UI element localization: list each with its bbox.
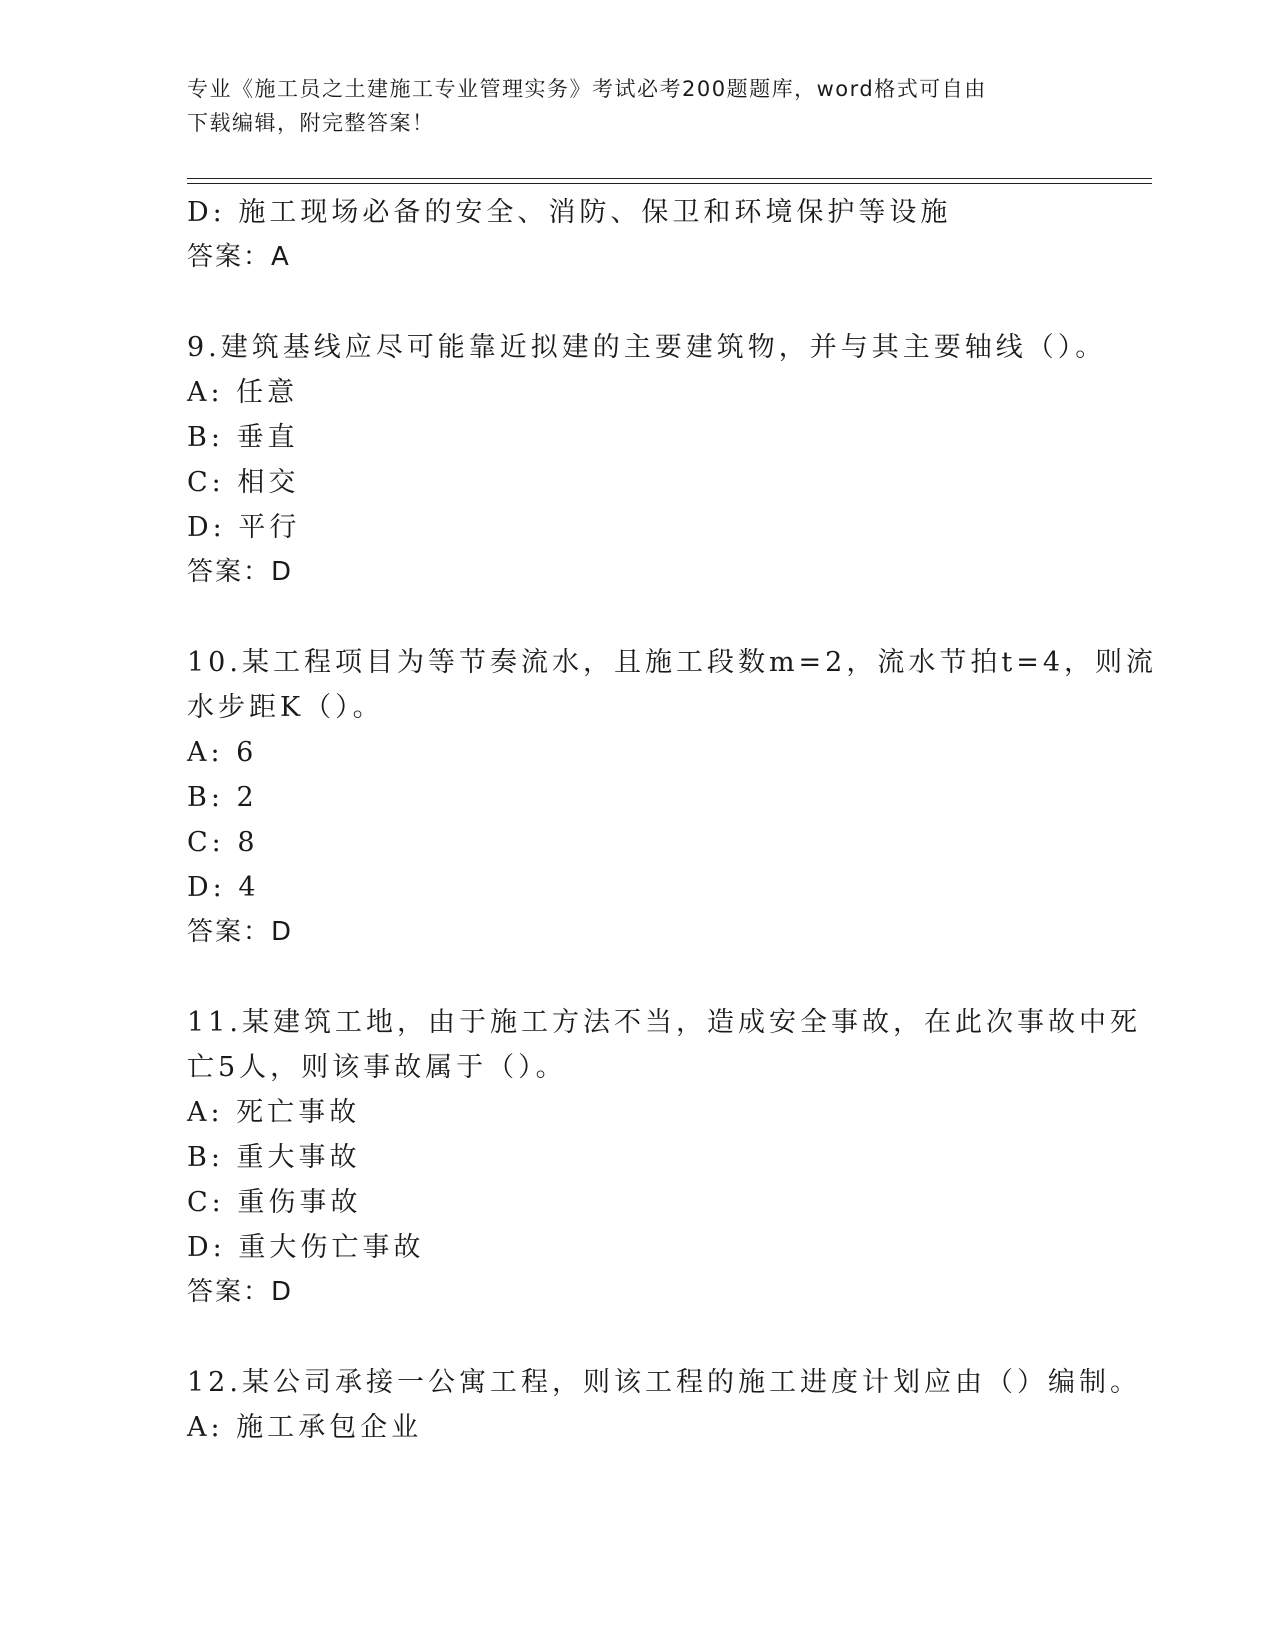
- option-c: C: 重伤事故: [187, 1187, 362, 1218]
- question-12: [187, 1360, 1141, 1450]
- option-a: A: 任意: [187, 377, 299, 408]
- document-body: [187, 190, 1157, 1450]
- spacer: [187, 280, 1087, 325]
- answer-line: 答案：D: [187, 917, 294, 947]
- question-stem: 12.某公司承接一公寓工程，则该工程的施工进度计划应由（）编制。: [187, 1367, 1141, 1398]
- option-c: C: 相交: [187, 467, 300, 498]
- question-stem-line-2: 水步距K（）。: [187, 692, 384, 723]
- option-a: A: 6: [187, 737, 258, 768]
- question-stem-line-1: 10.某工程项目为等节奏流水，且施工段数m=2，流水节拍t=4，则流: [187, 647, 1157, 678]
- option-a: A: 死亡事故: [187, 1097, 361, 1128]
- header-divider-top: [187, 178, 1152, 179]
- answer-line: 答案：D: [187, 557, 294, 587]
- answer-line: 答案：A: [187, 242, 291, 272]
- question-10: [187, 640, 1157, 955]
- header-divider-bottom: [187, 183, 1152, 184]
- document-header: [187, 72, 1087, 140]
- option-b: B: 2: [187, 782, 258, 813]
- option-b: B: 垂直: [187, 422, 299, 453]
- spacer: [187, 955, 1087, 1000]
- option-d: D: 4: [187, 872, 260, 903]
- question-9: [187, 325, 1107, 595]
- question-stem-line-2: 亡5人，则该事故属于（）。: [187, 1052, 567, 1083]
- option-d: D: 施工现场必备的安全、消防、保卫和环境保护等设施: [187, 197, 952, 228]
- question-11: [187, 1000, 1141, 1315]
- question-stem-line-1: 11.某建筑工地，由于施工方法不当，造成安全事故，在此次事故中死: [187, 1007, 1141, 1038]
- spacer: [187, 1315, 1087, 1360]
- option-d: D: 重大伤亡事故: [187, 1232, 425, 1263]
- option-a: A: 施工承包企业: [187, 1412, 423, 1443]
- header-line-1: 专业《施工员之土建施工专业管理实务》考试必考200题题库，word格式可自由: [187, 77, 987, 101]
- question-stem: 9.建筑基线应尽可能靠近拟建的主要建筑物，并与其主要轴线（）。: [187, 332, 1107, 363]
- option-c: C: 8: [187, 827, 259, 858]
- spacer: [187, 595, 1087, 640]
- question-8-tail: [187, 190, 1087, 280]
- option-d: D: 平行: [187, 512, 301, 543]
- option-b: B: 重大事故: [187, 1142, 361, 1173]
- header-line-2: 下载编辑，附完整答案！: [187, 111, 435, 135]
- answer-line: 答案：D: [187, 1277, 294, 1307]
